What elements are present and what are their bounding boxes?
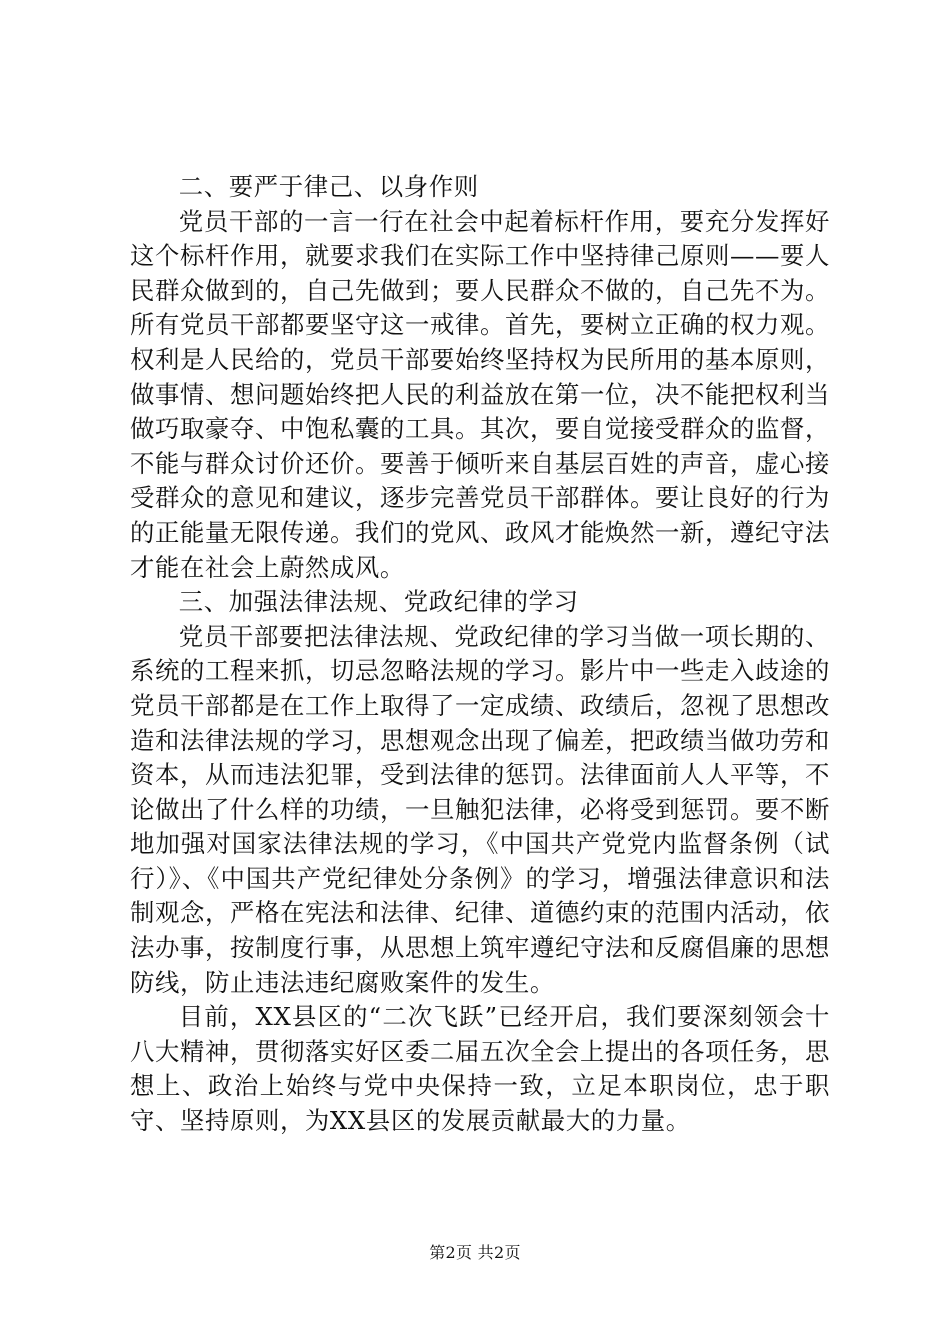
paragraph-conclusion: 目前，XX县区的“二次飞跃”已经开启，我们要深刻领会十八大精神，贯彻落实好区委二届五次全会上提出的各项任务，思想上、政治上始终与党中央保持一致，立足本职岗位，忠于职守、坚持原则，为XX县区的发展贡献最大的力量。 xyxy=(130,1002,830,1136)
paragraph-law-study: 党员干部要把法律法规、党政纪律的学习当做一项长期的、系统的工程来抓，切忌忽略法规的学习。影片中一些走入歧途的党员干部都是在工作上取得了一定成绩、政绩后，忽视了思想改造和法律法规的学习，思想观念出现了偏差，把政绩当做功劳和资本，从而违法犯罪，受到法律的惩罚。法律面前人人平等，不论做出了什么样的功绩，一旦触犯法律，必将受到惩罚。要不断地加强对国家法律法规的学习，《中国共产党党内监督条例（试行）》、《中国共产党纪律处分条例》的学习，增强法律意识和法制观念，严格在宪法和法律、纪律、道德约束的范围内活动，依法办事，按制度行事，从思想上筑牢遵纪守法和反腐倡廉的思想防线，防止违法违纪腐败案件的发生。 xyxy=(130,621,830,997)
section-heading-2: 二、要严于律己、以身作则 xyxy=(178,172,479,201)
paragraph-self-discipline: 党员干部的一言一行在社会中起着标杆作用，要充分发挥好这个标杆作用，就要求我们在实际工作中坚持律己原则——要人民群众做到的，自己先做到；要人民群众不做的，自己先不为。所有党员干部都要坚守这一戒律。首先，要树立正确的权力观。权利是人民给的，党员干部要始终坚持权为民所用的基本原则，做事情、想问题始终把人民的利益放在第一位，决不能把权利当做巧取豪夺、中饱私囊的工具。其次，要自觉接受群众的监督，不能与群众讨价还价。要善于倾听来自基层百姓的声音，虚心接受群众的意见和建议，逐步完善党员干部群体。要让良好的行为的正能量无限传递。我们的党风、政风才能焕然一新，遵纪守法才能在社会上蔚然成风。 xyxy=(130,206,830,582)
section-heading-3: 三、加强法律法规、党政纪律的学习 xyxy=(178,587,579,617)
document-body xyxy=(130,170,830,1139)
page-footer: 第2页 共2页 xyxy=(429,1243,521,1262)
